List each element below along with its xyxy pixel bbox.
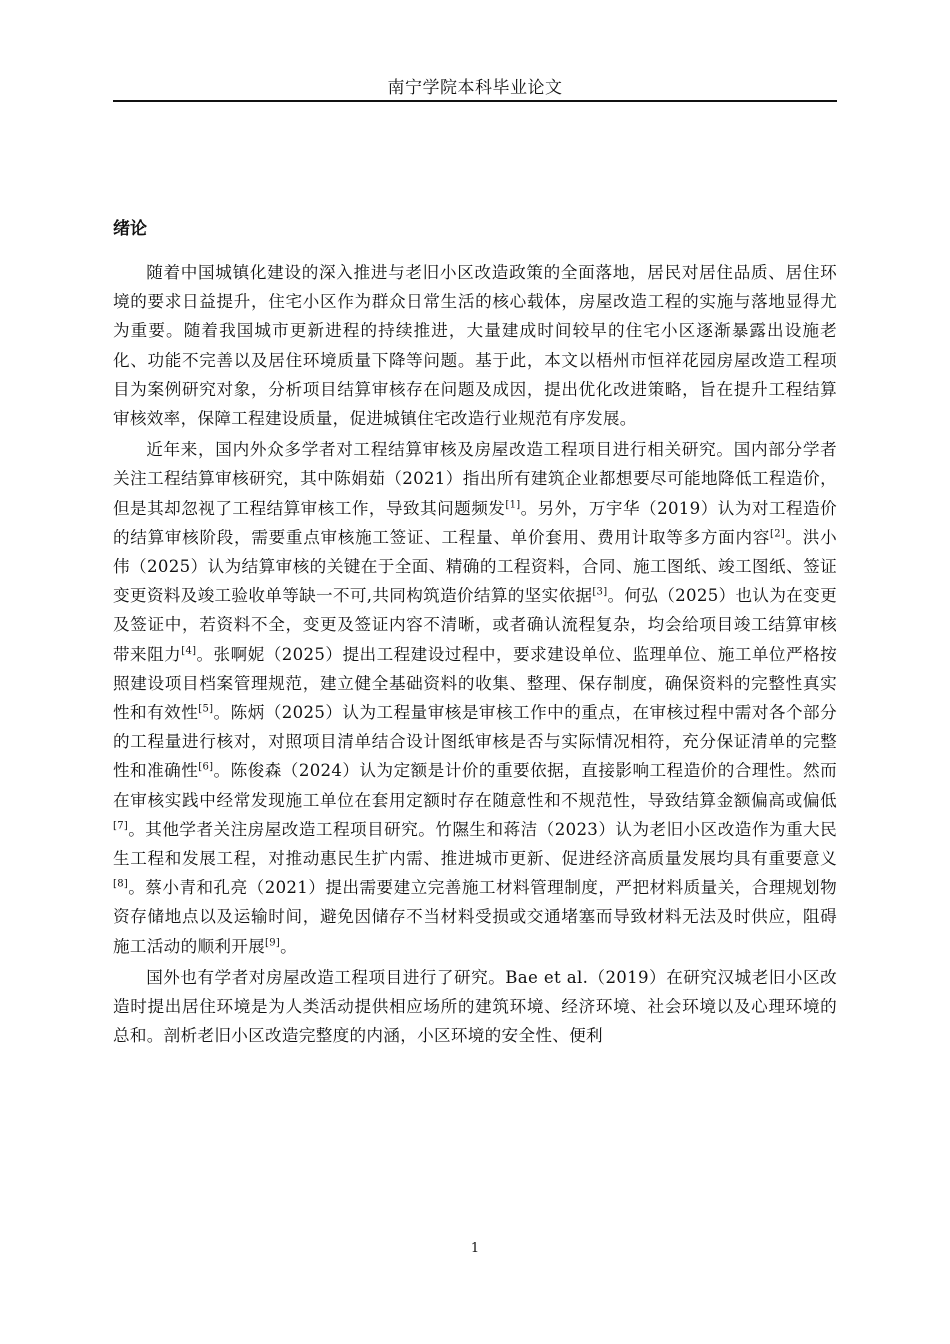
paragraph-text: 。其他学者关注房屋改造工程项目研究。竹隰生和蒋洁（2023）认为老旧小区改造作为重大民生工程和发展工程，对推动惠民生扩内需、推进城市更新、促进经济高质量发展均具有重要意义	[113, 819, 837, 869]
paragraph-text: 。张啊妮（2025）提出工程建设过程中，要求建设单位、监理单位、施工单位严格按照建设项目档案管理规范，建立健全基础资料的收集、整理、保存制度，确保资料的完整性真实性和有效性	[113, 644, 837, 723]
citation-marker: [4]	[181, 645, 197, 657]
paragraph-text: 国外也有学者对房屋改造工程项目进行了研究。Bae et al.（2019）在研究汉城老旧小区改造时提出居住环境是为人类活动提供相应场所的建筑环境、经济环境、社会环境以及心理环境的总和。剖析老旧小区改造完整度的内涵，小区环境的安全性、便利	[113, 967, 837, 1046]
running-header: 南宁学院本科毕业论文	[387, 78, 563, 98]
paragraph-text: 。	[280, 936, 298, 956]
paragraph-text: 。陈俊森（2024）认为定额是计价的重要依据，直接影响工程造价的合理性。然而在审核实践中经常发现施工单位在套用定额时存在随意性和不规范性，导致结算金额偏高或偏低	[113, 761, 837, 810]
citation-marker: [5]	[198, 703, 214, 715]
paragraph-text: 。陈炳（2025）认为工程量审核是审核工作中的重点，在审核过程中需对各个部分的工程量进行核对，对照项目清单结合设计图纸审核是否与实际情况相符，充分保证清单的完整性和准确性	[113, 703, 837, 781]
citation-marker: [6]	[198, 761, 214, 773]
paragraph-text: 。另外，万宇华（2019）认为对工程造价的结算审核阶段，需要重点审核施工签证、工程量、单价套用、费用计取等多方面内容	[113, 498, 837, 547]
section-title: 绪论	[113, 219, 147, 239]
paragraph-text: 。洪小伟（2025）认为结算审核的关键在于全面、精确的工程资料，合同、施工图纸、竣工图纸、签证变更资料及竣工验收单等缺一不可,共同构筑造价结算的坚实依据	[113, 527, 837, 606]
paragraph-text: 近年来，国内外众多学者对工程结算审核及房屋改造工程项目进行相关研究。国内部分学者关注工程结算审核研究，其中陈娟茹（2021）指出所有建筑企业都想要尽可能地降低工程造价，但是其却忽视了工程结算审核工作，导致其问题频发	[113, 440, 837, 518]
body-text	[113, 258, 837, 1052]
page-number: 1	[470, 1241, 480, 1256]
citation-marker: [3]	[592, 586, 608, 598]
paragraph-text: 。蔡小青和孔亮（2021）提出需要建立完善施工材料管理制度，严把材料质量关，合理规划物资存储地点以及运输时间，避免因储存不当材料受损或交通堵塞而导致材料无法及时供应，阻碍施工活动的顺利开展	[113, 878, 837, 956]
body-paragraph	[113, 435, 837, 961]
paragraph-text: 。何弘（2025）也认为在变更及签证中，若资料不全，变更及签证内容不清晰，或者确认流程复杂，均会给项目竣工结算审核带来阻力	[113, 586, 837, 664]
citation-marker: [8]	[113, 878, 129, 890]
body-paragraph	[113, 258, 837, 433]
citation-marker: [2]	[770, 528, 786, 540]
citation-marker: [9]	[265, 937, 281, 949]
header-rule	[113, 100, 837, 102]
citation-marker: [7]	[113, 820, 129, 832]
body-paragraph	[113, 963, 837, 1051]
citation-marker: [1]	[505, 499, 521, 511]
paragraph-text: 随着中国城镇化建设的深入推进与老旧小区改造政策的全面落地，居民对居住品质、居住环境的要求日益提升，住宅小区作为群众日常生活的核心载体，房屋改造工程的实施与落地显得尤为重要。随着我国城市更新进程的持续推进，大量建成时间较早的住宅小区逐渐暴露出设施老化、功能不完善以及居住环境质量下降等问题。基于此，本文以梧州市恒祥花园房屋改造工程项目为案例研究对象，分析项目结算审核存在问题及成因，提出优化改进策略，旨在提升工程结算审核效率，保障工程建设质量，促进城镇住宅改造行业规范有序发展。	[113, 263, 837, 429]
